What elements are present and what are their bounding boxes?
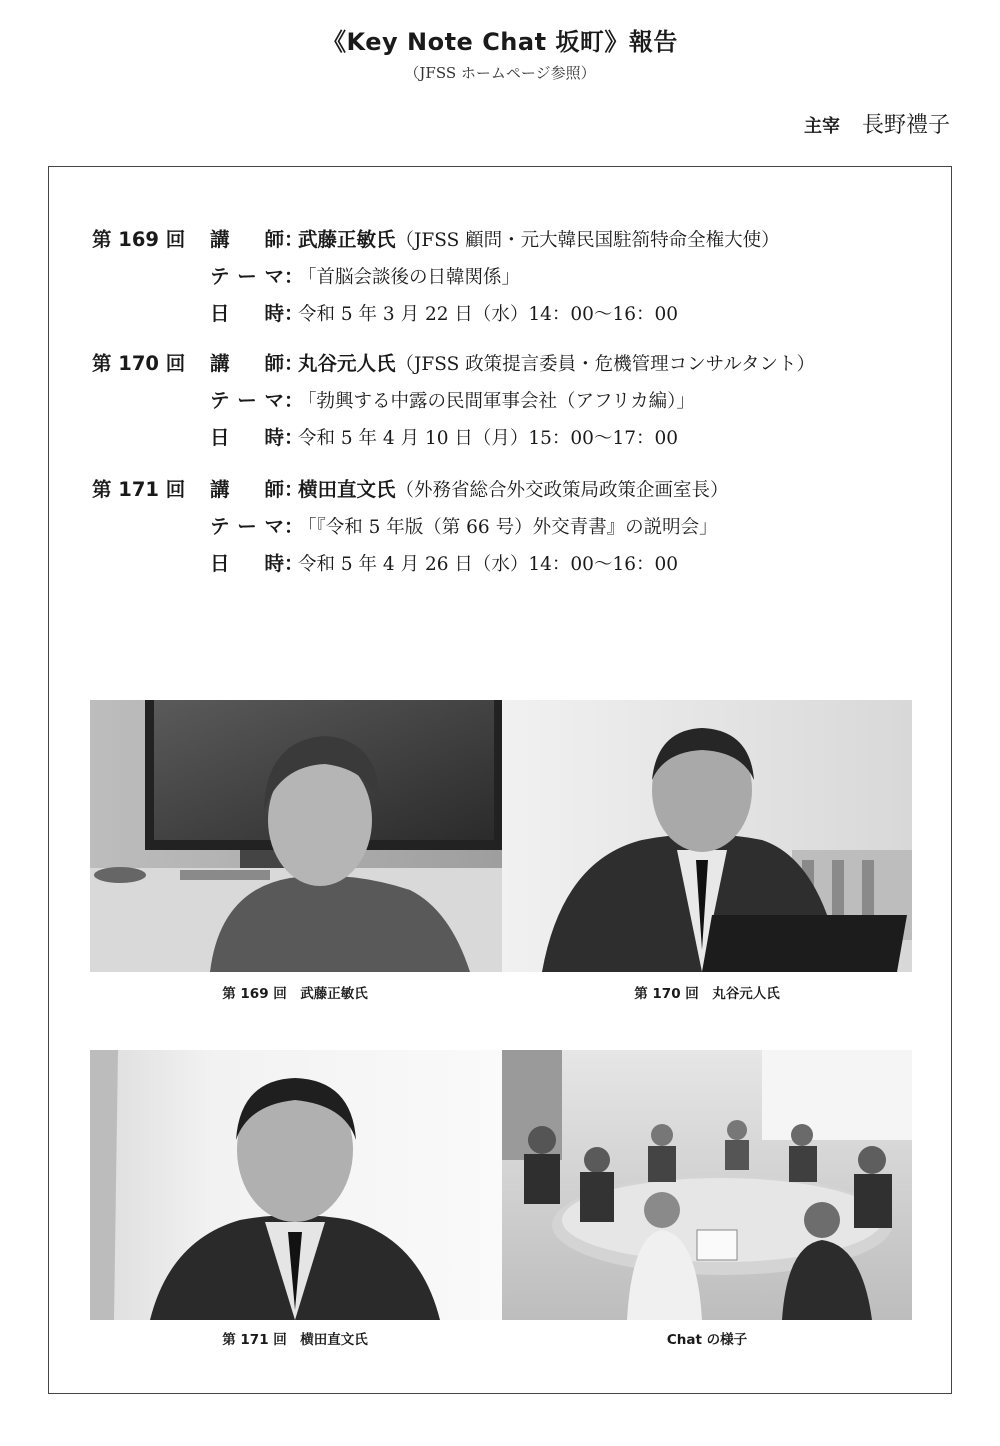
colon: ： [284, 228, 304, 251]
colon: ： [284, 478, 304, 501]
photo-yokota [90, 1050, 502, 1320]
session-number: 第 171 回 [92, 478, 186, 501]
photo-chat-scene-image [502, 1050, 912, 1320]
session-number: 第 169 回 [92, 228, 186, 251]
theme-label: テーマ [210, 265, 284, 288]
session-lecturer-row [92, 472, 729, 509]
session-171 [92, 472, 729, 583]
photo-yokota-image [90, 1050, 502, 1320]
speaker-name: 丸谷元人氏 [298, 352, 396, 375]
session-datetime-row [92, 296, 780, 333]
session-theme-row [92, 383, 815, 420]
session-170 [92, 346, 815, 457]
organizer-name: 長野禮子 [861, 113, 950, 138]
photo-caption-yokota: 第 171 回 横田直文氏 [222, 1332, 368, 1348]
lecturer-label: 講 師 [210, 478, 284, 501]
organizer [804, 108, 950, 139]
datetime-label: 日 時 [210, 426, 284, 449]
photo-caption-muto: 第 169 回 武藤正敏氏 [222, 986, 368, 1002]
photo-chat-scene [502, 1050, 912, 1320]
theme-label: テーマ [210, 515, 284, 538]
session-lecturer-row [92, 346, 815, 383]
lecturer-label: 講 師 [210, 228, 284, 251]
photo-muto-image [90, 700, 502, 972]
session-169 [92, 222, 780, 333]
report-title: 《Key Note Chat 坂町》報告 [322, 28, 678, 56]
session-datetime: 令和 5 年 4 月 26 日（水）14：00〜16：00 [298, 554, 679, 575]
photo-marutani-image [502, 700, 912, 972]
photo-caption-chat: Chat の様子 [666, 1332, 748, 1348]
speaker-affiliation: （外務省総合外交政策局政策企画室長） [395, 480, 729, 501]
session-datetime-row [92, 546, 729, 583]
colon: ： [284, 265, 304, 288]
session-theme-row [92, 509, 729, 546]
speaker-affiliation: （JFSS 顧問・元大韓民国駐箚特命全権大使） [395, 230, 780, 251]
session-theme-row [92, 259, 780, 296]
photo-caption-marutani: 第 170 回 丸谷元人氏 [634, 986, 780, 1002]
report-subtitle: （JFSS ホームページ参照） [404, 64, 596, 82]
session-datetime: 令和 5 年 4 月 10 日（月）15：00〜17：00 [298, 428, 679, 449]
session-theme: 「首脳会談後の日韓関係」 [298, 267, 521, 288]
session-theme: 「『令和 5 年版（第 66 号）外交青書』の説明会」 [298, 517, 718, 538]
theme-label: テーマ [210, 389, 284, 412]
session-lecturer-row [92, 222, 780, 259]
session-datetime: 令和 5 年 3 月 22 日（水）14：00〜16：00 [298, 304, 679, 325]
speaker-affiliation: （JFSS 政策提言委員・危機管理コンサルタント） [395, 354, 816, 375]
datetime-label: 日 時 [210, 302, 284, 325]
colon: ： [284, 389, 304, 412]
photo-marutani [502, 700, 912, 972]
colon: ： [284, 515, 304, 538]
colon: ： [284, 552, 304, 575]
organizer-role: 主宰 [803, 116, 840, 137]
colon: ： [284, 426, 304, 449]
colon: ： [284, 302, 304, 325]
session-datetime-row [92, 420, 815, 457]
photo-muto [90, 700, 502, 972]
lecturer-label: 講 師 [210, 352, 284, 375]
datetime-label: 日 時 [210, 552, 284, 575]
session-theme: 「勃興する中露の民間軍事会社（アフリカ編）」 [298, 391, 695, 412]
session-number: 第 170 回 [92, 352, 186, 375]
colon: ： [284, 352, 304, 375]
speaker-name: 横田直文氏 [298, 478, 396, 501]
speaker-name: 武藤正敏氏 [298, 228, 396, 251]
